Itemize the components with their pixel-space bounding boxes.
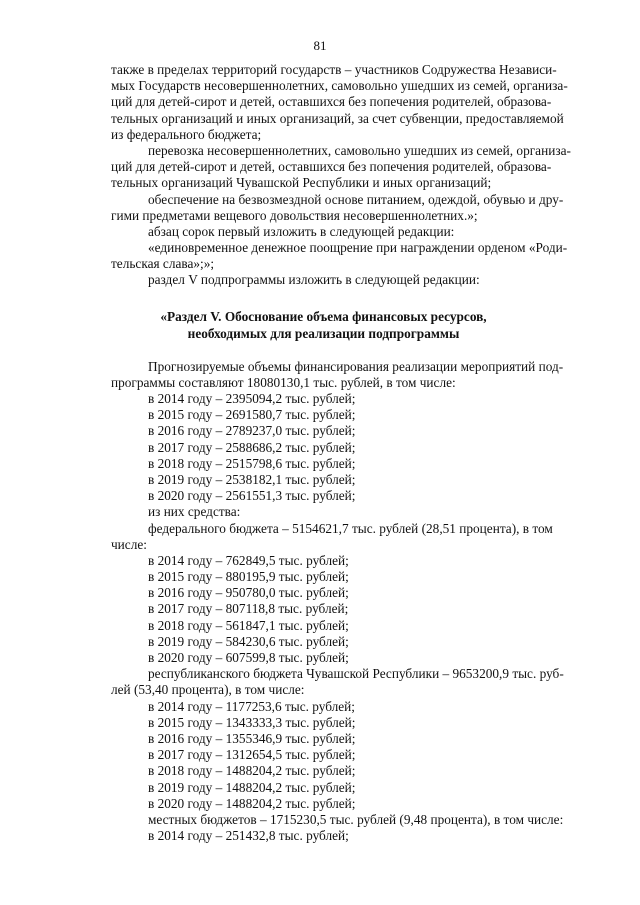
heading-line: необходимых для реализации подпрограммы — [187, 325, 460, 341]
text-line: в 2014 году – 762849,5 тыс. рублей; — [148, 552, 349, 568]
text-line: Прогнозируемые объемы финансирования реализации мероприятий под- — [148, 358, 564, 374]
text-line: в 2019 году – 2538182,1 тыс. рублей; — [148, 471, 356, 487]
text-line: в 2017 году – 1312654,5 тыс. рублей; — [148, 747, 356, 763]
text-line: в 2014 году – 1177253,6 тыс. рублей; — [148, 698, 355, 714]
text-line: в 2014 году – 2395094,2 тыс. рублей; — [148, 391, 356, 406]
text-line: в 2016 году – 950780,0 тыс. рублей; — [148, 585, 349, 601]
text-line: в 2020 году – 2561551,3 тыс. рублей; — [148, 488, 356, 504]
text-line: раздел V подпрограммы изложить в следующей редакции: — [148, 272, 480, 288]
text-line: программы составляют 18080130,1 тыс. рублей, в том числе: — [111, 374, 456, 390]
section-heading — [111, 308, 536, 342]
text-line: в 2020 году – 1488204,2 тыс. рублей; — [148, 795, 356, 811]
text-line: в 2016 году – 2789237,0 тыс. рублей; — [148, 423, 356, 439]
text-line: в 2020 году – 607599,8 тыс. рублей; — [148, 650, 349, 665]
text-line: тельская слава»;»; — [111, 256, 215, 272]
text-line: абзац сорок первый изложить в следующей редакции: — [148, 223, 455, 239]
text-line: федерального бюджета – 5154621,7 тыс. рублей (28,51 процента), в том — [148, 520, 553, 536]
text-line: обеспечение на безвозмездной основе питанием, одеждой, обувью и дру- — [148, 191, 564, 207]
intro-section — [111, 62, 571, 289]
text-line: в 2018 году – 561847,1 тыс. рублей; — [148, 617, 349, 633]
text-line: республиканского бюджета Чувашской Республики – 9653200,9 тыс. руб- — [148, 666, 564, 682]
text-line: гими предметами вещевого довольствия несовершеннолетних.»; — [111, 207, 478, 223]
text-line: мых Государств несовершеннолетних, самовольно ушедших из семей, организа- — [111, 78, 568, 94]
document-body — [111, 62, 571, 844]
text-line: в 2017 году – 2588686,2 тыс. рублей; — [148, 439, 356, 455]
text-line: в 2018 году – 2515798,6 тыс. рублей; — [148, 455, 356, 471]
finance-section — [111, 358, 564, 845]
text-line: лей (53,40 процента), в том числе: — [111, 682, 305, 698]
text-line: местных бюджетов – 1715230,5 тыс. рублей (9,48 процента), в том числе: — [148, 811, 564, 827]
text-line: тельных организаций Чувашской Республики и иных организаций; — [111, 175, 492, 191]
text-line: из федерального бюджета; — [111, 126, 262, 142]
text-line: в 2016 году – 1355346,9 тыс. рублей; — [148, 730, 356, 746]
text-line: тельных организаций и иных организаций, за счет субвенции, предоставляемой — [111, 110, 564, 126]
text-line: в 2017 году – 807118,8 тыс. рублей; — [148, 601, 349, 617]
text-line: из них средства: — [148, 504, 241, 520]
text-line: числе: — [111, 536, 147, 552]
text-line: в 2015 году – 2691580,7 тыс. рублей; — [148, 407, 356, 423]
text-line: в 2019 году – 584230,6 тыс. рублей; — [148, 633, 349, 649]
text-line: в 2019 году – 1488204,2 тыс. рублей; — [148, 779, 356, 795]
text-line: перевозка несовершеннолетних, самовольно ушедших из семей, организа- — [148, 142, 571, 158]
text-line: также в пределах территорий государств – участников Содружества Независи- — [111, 62, 557, 77]
text-line: в 2015 году – 880195,9 тыс. рублей; — [148, 569, 349, 585]
text-line: «единовременное денежное поощрение при награждении орденом «Роди- — [148, 240, 568, 256]
text-line: в 2015 году – 1343333,3 тыс. рублей; — [148, 714, 356, 730]
text-line: ций для детей-сирот и детей, оставшихся без попечения родителей, образова- — [111, 94, 552, 110]
page-number: 81 — [313, 38, 327, 53]
text-line: в 2014 году – 251432,8 тыс. рублей; — [148, 828, 349, 844]
text-line: ций для детей-сирот и детей, оставшихся без попечения родителей, образова- — [111, 159, 552, 175]
text-line: в 2018 году – 1488204,2 тыс. рублей; — [148, 763, 356, 779]
heading-line: «Раздел V. Обоснование объема финансовых ресурсов, — [160, 308, 487, 324]
